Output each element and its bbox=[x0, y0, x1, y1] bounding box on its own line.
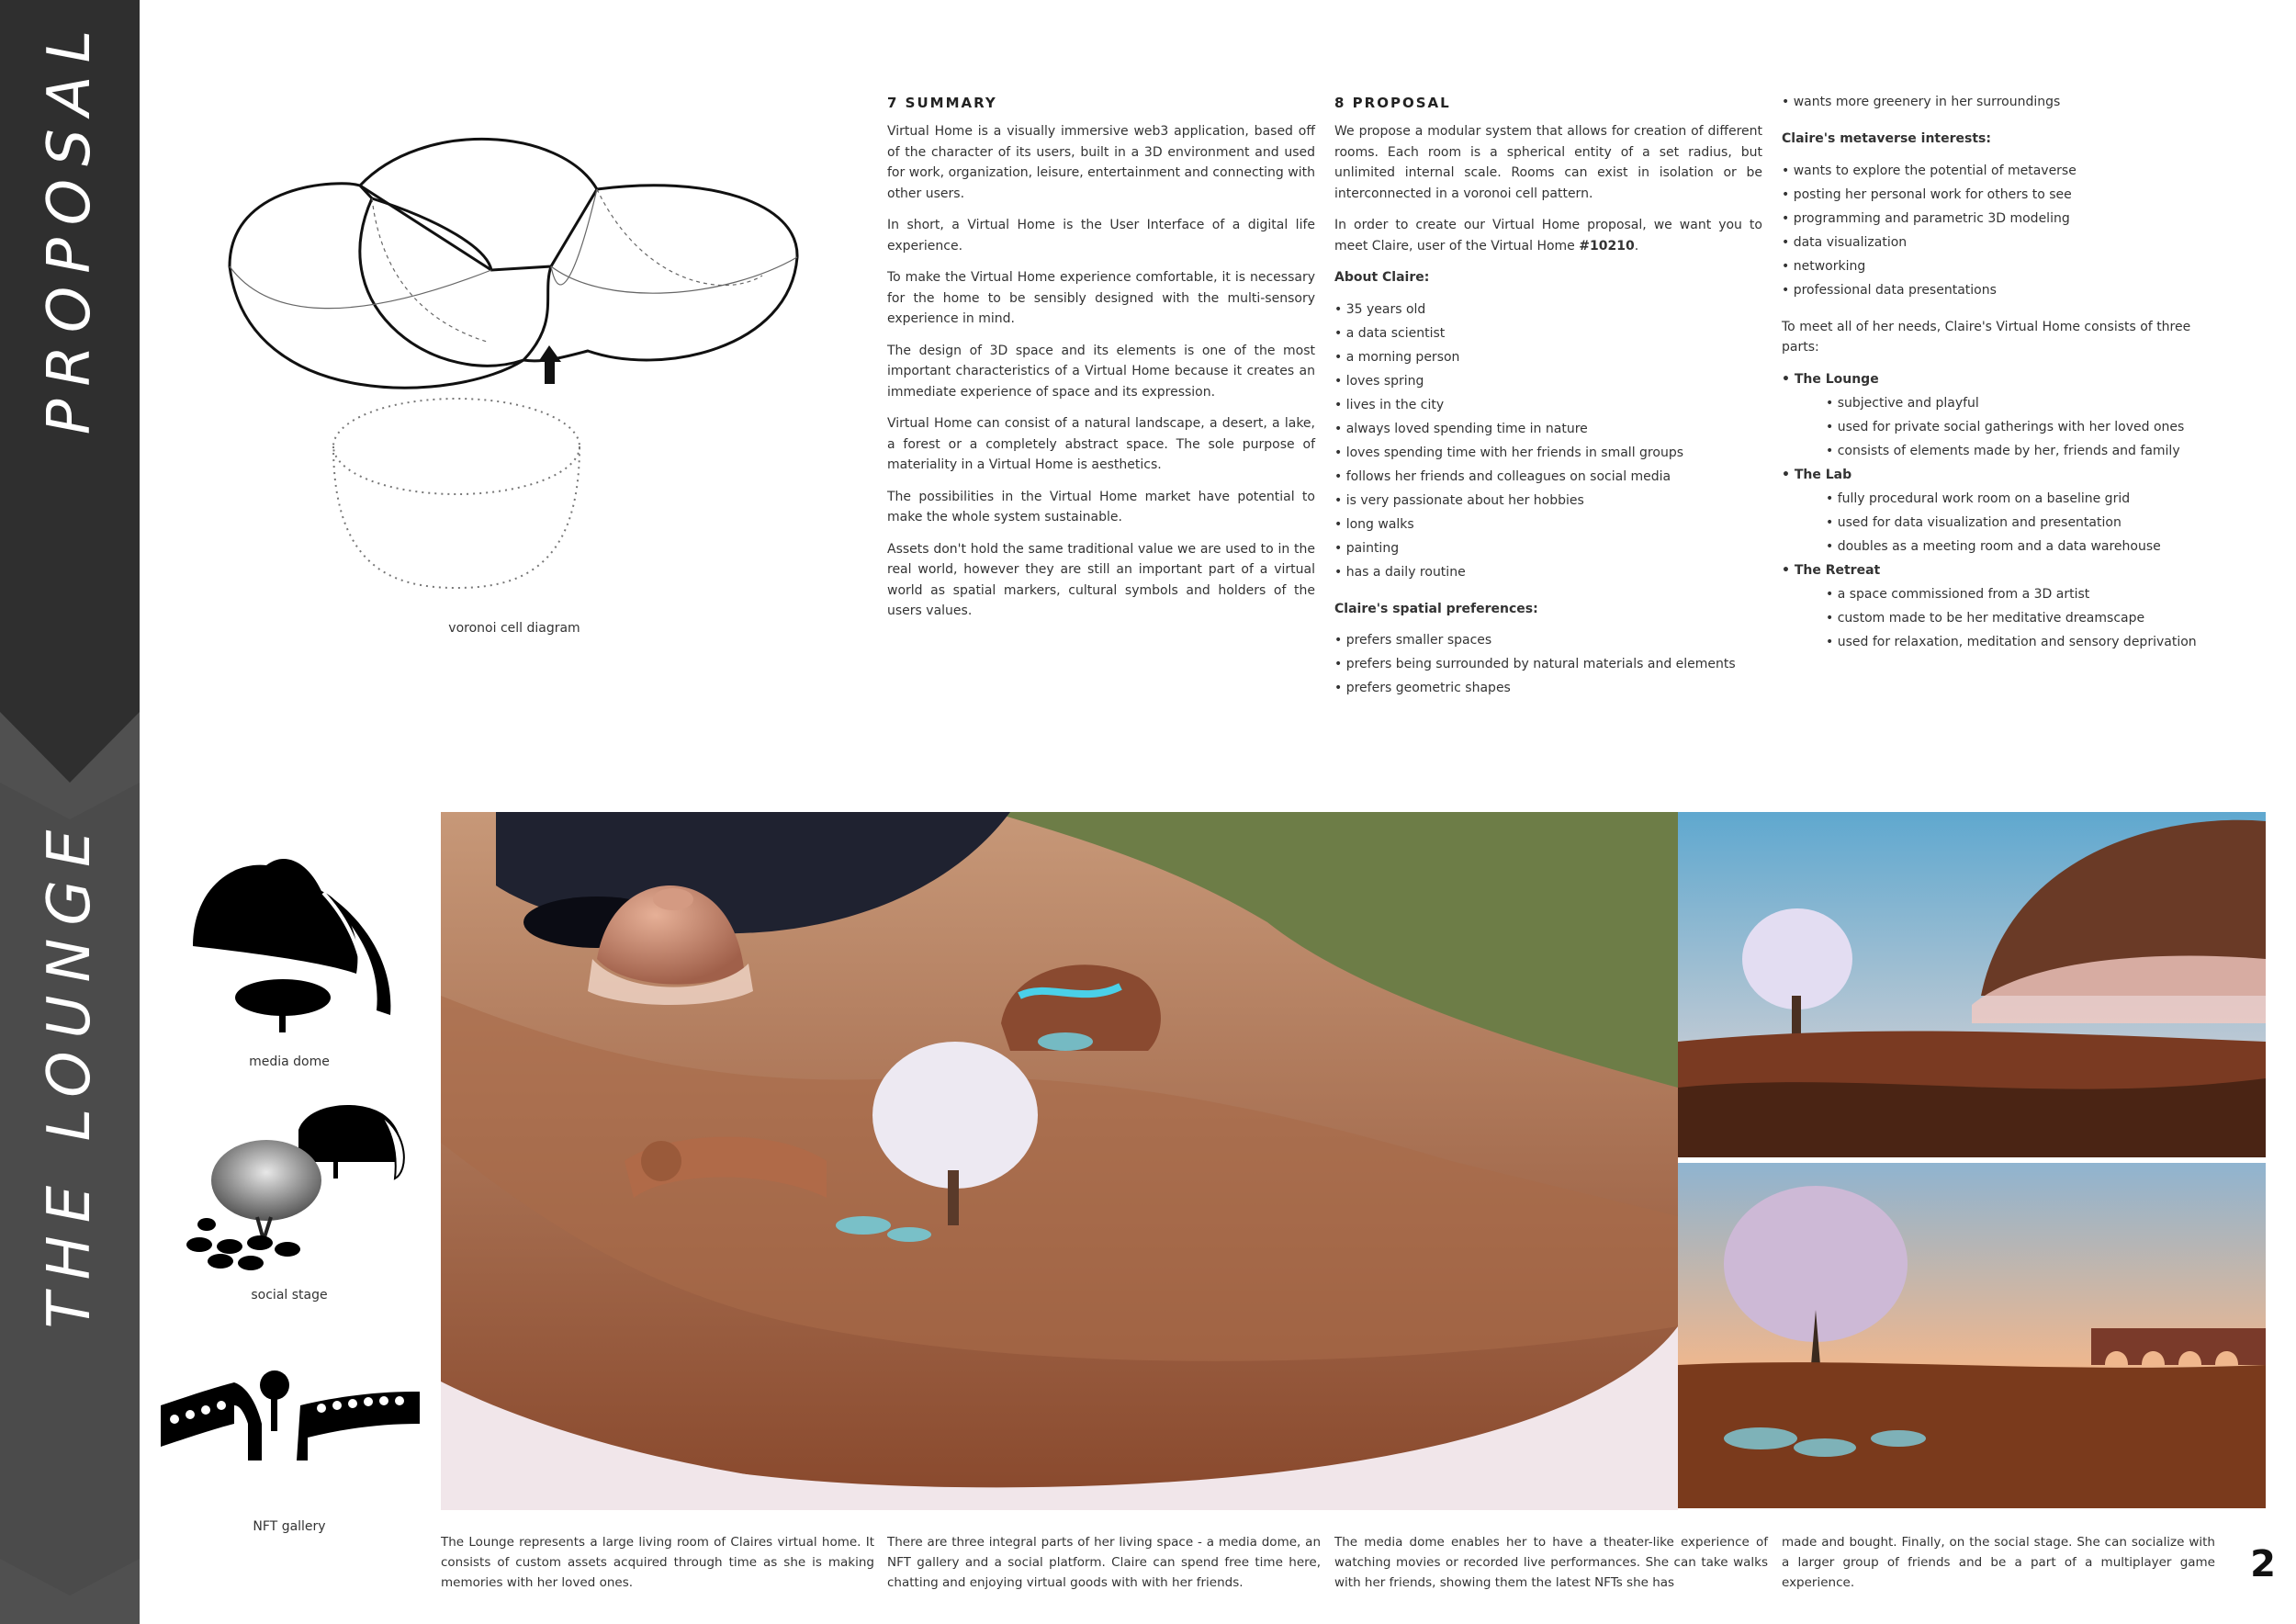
interest-list-item: • professional data presentations bbox=[1782, 282, 1997, 298]
social-stage-icon bbox=[179, 1098, 418, 1281]
lounge-dome-render bbox=[1678, 812, 2266, 1157]
about-claire-heading: About Claire: bbox=[1334, 270, 1430, 285]
about-list-item: • a morning person bbox=[1334, 349, 1460, 365]
voronoi-cell-diagram bbox=[211, 138, 836, 689]
summary-column bbox=[887, 121, 1315, 633]
summary-paragraph: Virtual Home can consist of a natural landscape, a desert, a lake, a forest or a completely abstract space. The sole purpose of materiality in a Virtual Home is aesthetics. bbox=[887, 416, 1315, 472]
lounge-tree-render bbox=[1678, 1163, 2266, 1508]
part-heading-lab: • The Lab bbox=[1782, 467, 1852, 482]
tree-render bbox=[872, 1042, 1038, 1189]
interest-list-item: • networking bbox=[1782, 258, 1866, 274]
user-id: #10210 bbox=[1579, 238, 1635, 254]
part-heading-lounge: • The Lounge bbox=[1782, 371, 1879, 387]
interests-column bbox=[1782, 92, 2210, 656]
interest-list-item: • wants to explore the potential of metaverse bbox=[1782, 163, 2077, 178]
icon-caption-social-stage: social stage bbox=[251, 1288, 328, 1303]
three-parts-intro: To meet all of her needs, Claire's Virtual Home consists of three parts: bbox=[1782, 319, 2191, 355]
summary-paragraph: To make the Virtual Home experience comfortable, it is necessary for the home to be sensibly designed with the multi-sensory experience in mind. bbox=[887, 270, 1315, 326]
detached-cell-bowl bbox=[333, 399, 580, 588]
sidebar bbox=[0, 0, 140, 1624]
interest-list-item: • programming and parametric 3D modeling bbox=[1782, 210, 2070, 226]
lounge-section-title: THE LOUNGE bbox=[36, 817, 104, 1329]
part-item: • subjective and playful bbox=[1826, 395, 1979, 411]
lounge-description-2: There are three integral parts of her living space - a media dome, an NFT gallery and a social platform. Claire can spend free time here, chatting and enjoying virtual goods with with her friends. bbox=[887, 1535, 1321, 1590]
spatial-preferences-heading: Claire's spatial preferences: bbox=[1334, 601, 1538, 616]
right-dome-shell bbox=[523, 186, 797, 361]
nft-gallery-icon bbox=[161, 1369, 427, 1470]
about-list-item: • lives in the city bbox=[1334, 397, 1445, 412]
spatial-list-item: • prefers smaller spaces bbox=[1334, 633, 1492, 648]
proposal-section-title: PROPOSAL bbox=[36, 17, 104, 435]
proposal-heading: 8 PROPOSAL bbox=[1334, 95, 1451, 111]
lounge-description-3: The media dome enables her to have a theater-like experience of watching movies or recorded live performances. She can take walks with her friends, showing them the latest NFTs she has bbox=[1334, 1535, 1768, 1590]
preference-list-item: • wants more greenery in her surroundings bbox=[1782, 95, 2061, 109]
diagram-caption: voronoi cell diagram bbox=[448, 621, 580, 636]
part-item: • doubles as a meeting room and a data warehouse bbox=[1826, 538, 2161, 554]
spatial-list-item: • prefers being surrounded by natural materials and elements bbox=[1334, 657, 1736, 671]
about-list-item: • always loved spending time in nature bbox=[1334, 421, 1588, 436]
media-dome-icon bbox=[184, 854, 404, 1047]
lounge-main-render bbox=[441, 812, 1678, 1508]
summary-paragraph: The possibilities in the Virtual Home market have potential to make the whole system sustainable. bbox=[887, 489, 1315, 524]
about-list-item: • loves spending time with her friends in small groups bbox=[1334, 445, 1683, 460]
part-item: • a space commissioned from a 3D artist bbox=[1826, 586, 2090, 602]
part-item: • custom made to be her meditative dreamscape bbox=[1826, 610, 2145, 626]
about-list-item: • a data scientist bbox=[1334, 325, 1446, 341]
lounge-description-1: The Lounge represents a large living room of Claires virtual home. It consists of custom assets acquired through time as she is making memories with her loved ones. bbox=[441, 1535, 874, 1590]
metaverse-interests-heading: Claire's metaverse interests: bbox=[1782, 131, 1991, 146]
icon-caption-media-dome: media dome bbox=[249, 1054, 330, 1069]
left-dome-shell bbox=[230, 184, 523, 388]
about-list-item: • follows her friends and colleagues on social media bbox=[1334, 468, 1671, 484]
part-heading-retreat: • The Retreat bbox=[1782, 562, 1881, 578]
summary-paragraph: The design of 3D space and its elements is one of the most important characteristics of a Virtual Home because it creates an immediate experience of space and its expression. bbox=[887, 343, 1315, 400]
interest-list-item: • posting her personal work for others to see bbox=[1782, 186, 2072, 202]
part-item: • consists of elements made by her, friends and family bbox=[1826, 443, 2180, 458]
part-item: • fully procedural work room on a baseline grid bbox=[1826, 491, 2131, 506]
up-arrow bbox=[538, 345, 561, 384]
proposal-paragraph: We propose a modular system that allows for creation of different rooms. Each room is a spherical entity of a set radius, but unlimited internal scale. Rooms can exist in isolation or be interconnected in a voronoi cell pattern. bbox=[1334, 124, 1762, 201]
about-list-item: • loves spring bbox=[1334, 373, 1424, 389]
summary-paragraph: Assets don't hold the same traditional value we are used to in the real world, however they are still an important part of a virtual world as spatial markers, cultural symbols and holders of the users values. bbox=[887, 541, 1315, 618]
part-item: • used for data visualization and presentation bbox=[1826, 514, 2122, 530]
about-list-item: • is very passionate about her hobbies bbox=[1334, 492, 1584, 508]
page-number: 2 bbox=[2250, 1543, 2276, 1585]
lounge-description-4: made and bought. Finally, on the social stage. She can socialize with a larger group of friends and be a part of a multiplayer game experience. bbox=[1782, 1535, 2215, 1590]
about-list-item: • long walks bbox=[1334, 516, 1414, 532]
summary-paragraph: In short, a Virtual Home is the User Interface of a digital life experience. bbox=[887, 218, 1315, 254]
part-item: • used for private social gatherings with her loved ones bbox=[1826, 419, 2185, 434]
proposal-column bbox=[1334, 121, 1762, 702]
summary-heading: 7 SUMMARY bbox=[887, 95, 997, 111]
interest-list-item: • data visualization bbox=[1782, 234, 1908, 250]
proposal-paragraph-claire: In order to create our Virtual Home proposal, we want you to meet Claire, user of the Virtual Home #10210. bbox=[1334, 218, 1762, 254]
about-list-item: • 35 years old bbox=[1334, 301, 1426, 317]
icon-caption-nft-gallery: NFT gallery bbox=[253, 1519, 326, 1534]
part-item: • used for relaxation, meditation and sensory deprivation bbox=[1826, 634, 2197, 649]
about-list-item: • painting bbox=[1334, 540, 1400, 556]
spatial-list-item: • prefers geometric shapes bbox=[1334, 681, 1511, 695]
about-list-item: • has a daily routine bbox=[1334, 564, 1466, 580]
summary-paragraph: Virtual Home is a visually immersive web3 application, based off of the character of its users, built in a 3D environment and used for work, organization, leisure, entertainment and connecting with other users. bbox=[887, 124, 1315, 201]
